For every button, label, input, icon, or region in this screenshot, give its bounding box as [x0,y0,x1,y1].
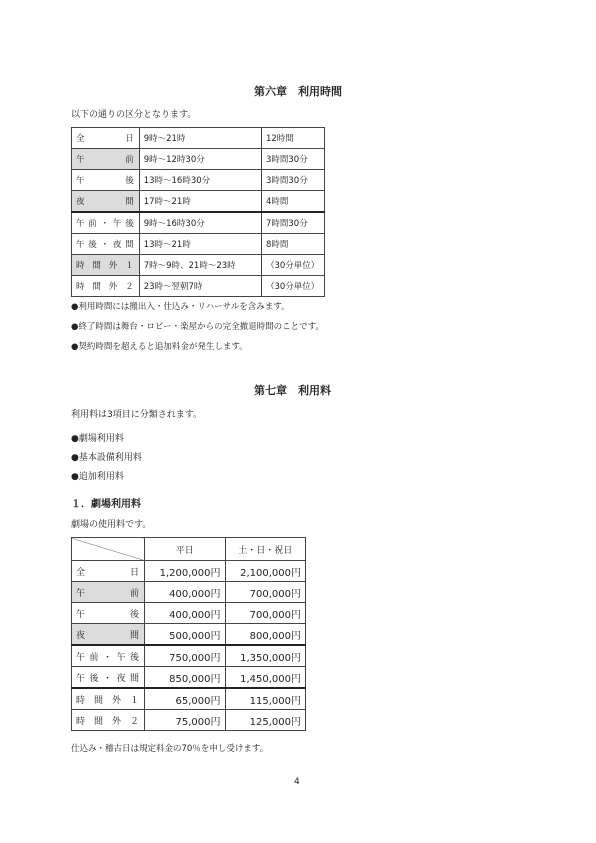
fee-category-cell: 時間外２ [72,710,145,731]
hours-time-cell: 17時～21時 [139,191,261,213]
hours-duration-cell: 3時間30分 [261,149,324,170]
fee-weekday-cell: 750,000円 [145,645,226,667]
hours-category-cell: 夜 間 [72,191,140,213]
hours-duration-cell: 7時間30分 [261,212,324,234]
hours-category-cell: 午 後 [72,170,140,191]
hours-time-cell: 9時～21時 [139,128,261,149]
fee-weekday-cell: 850,000円 [145,667,226,689]
table-row [72,624,306,646]
chapter6-note-1: ●利用時間には搬出入・仕込み・リハーサルを含みます。 [71,302,290,312]
bullet-theater-fee: ●劇場利用料 [71,434,124,444]
fee-category-cell: 午 後 [72,603,145,624]
fee-holiday-cell: 1,450,000円 [225,667,306,689]
table-row [72,234,325,255]
fee-holiday-cell: 125,000円 [225,710,306,731]
fee-holiday-cell: 1,350,000円 [225,645,306,667]
chapter6-intro: 以下の通りの区分となります。 [71,110,197,120]
section1-intro: 劇場の使用料です。 [71,520,152,530]
bullet-basic-equipment-fee: ●基本設備利用料 [71,453,142,463]
fee-holiday-cell: 2,100,000円 [225,561,306,582]
hours-duration-cell: 3時間30分 [261,170,324,191]
table-row [72,688,306,710]
fees-header-row [72,538,306,561]
fee-holiday-cell: 115,000円 [225,688,306,710]
hours-time-cell: 9時～16時30分 [139,212,261,234]
header-holiday: 土・日・祝日 [225,538,306,561]
fee-weekday-cell: 1,200,000円 [145,561,226,582]
table-corner-cell [72,538,145,561]
chapter7-intro: 利用料は3項目に分類されます。 [71,410,203,420]
fee-weekday-cell: 75,000円 [145,710,226,731]
fee-category-cell: 午後・夜間 [72,667,145,689]
hours-time-cell: 7時～9時、21時～23時 [139,255,261,276]
fee-weekday-cell: 65,000円 [145,688,226,710]
section1-title: １．劇場利用料 [71,499,141,510]
fee-category-cell: 午前・午後 [72,645,145,667]
hours-table [71,127,325,297]
table-row [72,255,325,276]
header-weekday: 平日 [145,538,226,561]
table-row [72,212,325,234]
fee-weekday-cell: 400,000円 [145,582,226,603]
fee-category-cell: 全 日 [72,561,145,582]
fees-table [71,537,306,731]
fee-holiday-cell: 700,000円 [225,603,306,624]
hours-time-cell: 23時～翌朝7時 [139,276,261,297]
fee-holiday-cell: 700,000円 [225,582,306,603]
table-row [72,667,306,689]
chapter7-title: 第七章 利用料 [254,384,331,397]
fee-weekday-cell: 500,000円 [145,624,226,646]
table-row [72,561,306,582]
hours-time-cell: 13時～16時30分 [139,170,261,191]
page-number: 4 [294,777,300,787]
hours-duration-cell: （30分単位） [261,276,324,297]
fee-holiday-cell: 800,000円 [225,624,306,646]
hours-time-cell: 9時～12時30分 [139,149,261,170]
fee-category-cell: 時間外１ [72,688,145,710]
hours-duration-cell: （30分単位） [261,255,324,276]
fee-category-cell: 午 前 [72,582,145,603]
hours-category-cell: 時間外２ [72,276,140,297]
hours-category-cell: 午前・午後 [72,212,140,234]
hours-duration-cell: 12時間 [261,128,324,149]
table-row [72,128,325,149]
fees-footnote: 仕込み・稽古日は規定料金の70％を申し受けます。 [71,744,269,754]
fee-weekday-cell: 400,000円 [145,603,226,624]
hours-duration-cell: 8時間 [261,234,324,255]
table-row [72,603,306,624]
chapter6-title: 第六章 利用時間 [254,85,342,98]
fee-category-cell: 夜 間 [72,624,145,646]
table-row [72,276,325,297]
hours-category-cell: 午 前 [72,149,140,170]
hours-duration-cell: 4時間 [261,191,324,213]
chapter6-note-3: ●契約時間を超えると追加料金が発生します。 [71,342,248,352]
table-row [72,582,306,603]
table-row [72,170,325,191]
hours-category-cell: 全 日 [72,128,140,149]
table-row [72,191,325,213]
table-row [72,710,306,731]
chapter6-note-2: ●終了時間は舞台・ロビー・楽屋からの完全撤退時間のことです。 [71,322,324,332]
table-row [72,645,306,667]
hours-category-cell: 午後・夜間 [72,234,140,255]
table-row [72,149,325,170]
bullet-additional-fee: ●追加利用料 [71,472,124,482]
hours-category-cell: 時間外１ [72,255,140,276]
hours-time-cell: 13時～21時 [139,234,261,255]
